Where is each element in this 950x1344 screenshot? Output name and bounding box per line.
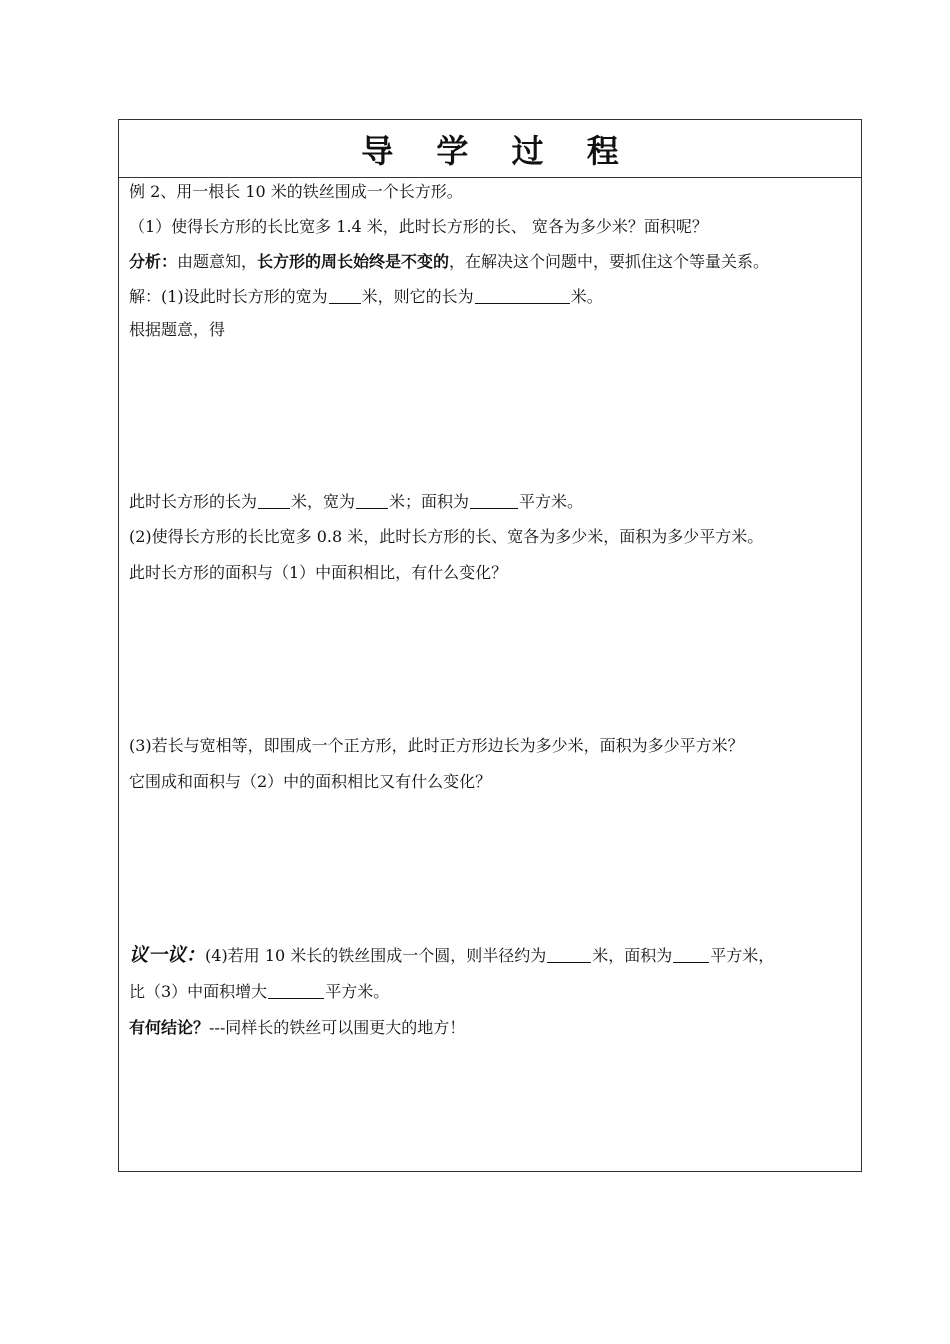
result-part-a: 此时长方形的长为 <box>129 492 258 511</box>
solution-part-a: 解：(1)设此时长方形的宽为 <box>129 287 328 306</box>
q4-part-c: 平方米， <box>710 946 775 965</box>
q4-part-b: 米，面积为 <box>592 946 673 965</box>
blank-result-width[interactable] <box>356 492 388 509</box>
result-part-d: 平方米。 <box>519 492 584 511</box>
question-2: (2)使得长方形的长比宽多 0.8 米，此时长方形的长、宽各为多少米，面积为多少平方米。 <box>129 527 764 546</box>
q4-part-a: (4)若用 10 米长的铁丝围成一个圆，则半径约为 <box>205 946 547 965</box>
result-part-b: 米，宽为 <box>291 492 356 511</box>
discuss-label: 议一议： <box>129 944 206 966</box>
conclusion-line <box>129 1018 465 1038</box>
conclusion-label: 有何结论？ <box>129 1018 210 1037</box>
question-2-followup: 此时长方形的面积与（1）中面积相比，有什么变化？ <box>129 563 508 582</box>
question-3: (3)若长与宽相等，即围成一个正方形，此时正方形边长为多少米，面积为多少平方米？ <box>129 736 744 755</box>
page-title: 导 学 过 程 <box>361 131 635 170</box>
blank-length[interactable] <box>475 287 570 304</box>
blank-area-increase[interactable] <box>268 982 324 999</box>
solution-line <box>129 287 603 307</box>
discuss-line <box>129 945 774 966</box>
solution-part-b: 米，则它的长为 <box>361 287 474 306</box>
result-line <box>129 492 583 512</box>
blank-radius[interactable] <box>547 946 591 963</box>
question-3-followup: 它围成和面积与（2）中的面积相比又有什么变化？ <box>129 772 492 791</box>
blank-width[interactable] <box>329 287 361 304</box>
analysis-pre: 由题意知， <box>177 252 258 271</box>
result-part-c: 米；面积为 <box>389 492 470 511</box>
analysis-post: ，在解决这个问题中，要抓住这个等量关系。 <box>449 252 770 271</box>
worksheet-table <box>118 119 862 1172</box>
q4-part-e: 平方米。 <box>325 982 390 1001</box>
conclusion-text: ---同样长的铁丝可以围更大的地方！ <box>209 1018 466 1037</box>
example-heading: 例 2、用一根长 10 米的铁丝围成一个长方形。 <box>129 182 463 201</box>
blank-circle-area[interactable] <box>673 946 709 963</box>
blank-result-length[interactable] <box>258 492 290 509</box>
analysis-line <box>129 252 769 272</box>
blank-result-area[interactable] <box>470 492 518 509</box>
basis-line: 根据题意，得 <box>129 320 226 339</box>
q4-part-d: 比（3）中面积增大 <box>129 982 268 1001</box>
question-1: （1）使得长方形的长比宽多 1.4 米，此时长方形的长、 宽各为多少米？面积呢？ <box>129 217 708 236</box>
solution-part-c: 米。 <box>570 287 603 306</box>
analysis-key: 长方形的周长始终是不变的 <box>257 252 450 271</box>
discuss-line-2 <box>129 982 389 1002</box>
title-row <box>119 120 861 178</box>
analysis-label: 分析： <box>129 252 178 271</box>
